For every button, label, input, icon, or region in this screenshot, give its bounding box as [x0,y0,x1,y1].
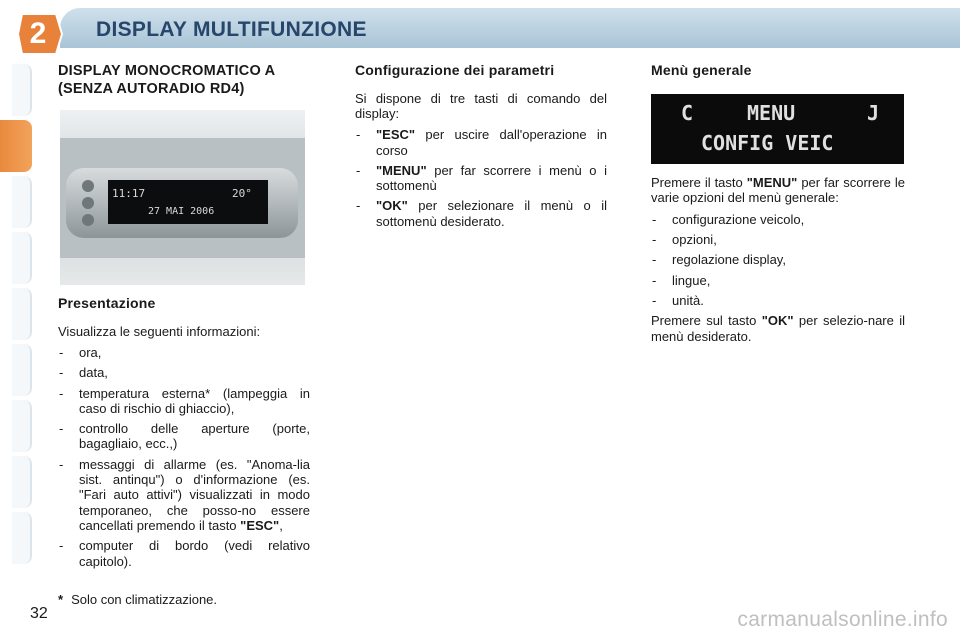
list-item-text: , [279,518,283,534]
list-item: - ora, [58,345,310,360]
presentazione-section [58,295,310,574]
list-item [355,127,607,158]
footnote-text: Solo con climatizzazione. [71,592,218,607]
right-column-body [651,175,905,350]
key-list [355,127,607,229]
dashboard-display-photo [60,110,305,285]
key-label: "ESC" [240,518,280,534]
chapter-tab[interactable] [12,176,32,228]
paragraph-text: Premere il tasto [651,175,747,190]
key-label: "MENU" [376,162,427,178]
paragraph: Visualizza le seguenti informazioni: [58,323,261,339]
list-item [355,163,607,194]
list-item-text: messaggi di allarme (es. "Anoma-lia sist. antinqu") o d'informazione (es. "Fari auto attivi") visualizzati in modo temporaneo, che posso-no essere cancellati premendo il tasto [79,456,310,534]
chapter-tab[interactable] [12,512,32,564]
paragraph-text: per far scorrere le varie opzioni del menù generale: [651,175,905,206]
list-item: - computer di bordo (vedi relativo capitolo). [58,538,310,569]
section-heading: Menù generale [651,62,752,78]
list-item: - controllo delle aperture (porte, bagagliaio, ecc.,) [58,421,310,452]
page-title: DISPLAY MULTIFUNZIONE [96,18,367,41]
list-item [355,198,607,229]
display-right-bracket: J [867,101,880,125]
key-label: "OK" [376,198,408,214]
chapter-tab[interactable] [12,288,32,340]
menu-display-photo [651,94,904,164]
list-item: - unità. [651,293,905,308]
chapter-tab[interactable] [12,344,32,396]
list-item: - configurazione veicolo, [651,212,905,227]
chapter-tab[interactable] [12,232,32,284]
list-item [58,457,310,534]
list-item: - regolazione display, [651,252,905,267]
list-item-text: per uscire dall'operazione in corso [376,127,607,158]
paragraph-text: per selezio-nare il menù desiderato. [651,313,905,344]
list-item: - lingue, [651,273,905,288]
chapter-tab[interactable] [12,400,32,452]
section-heading: Configurazione dei parametri [355,62,555,78]
display-menu: MENU [747,101,796,125]
footnote-marker: * [58,592,64,607]
watermark: carmanualsonline.info [737,608,948,631]
display-left-bracket: C [681,101,694,125]
list-item: - opzioni, [651,232,905,247]
info-list [58,345,310,569]
chapter-number: 2 [29,17,47,50]
page-number: 32 [30,605,48,622]
chapter-tab[interactable] [12,456,32,508]
section-heading: Presentazione [58,295,156,311]
menu-options-list [651,212,905,309]
heading-line: DISPLAY MONOCROMATICO A [58,63,276,79]
middle-column [355,62,607,234]
list-item-text: per far scorrere i menù o i sottomenù [376,162,607,194]
display-config: CONFIG VEIC [701,131,834,155]
key-label: "OK" [761,313,794,329]
left-column [58,62,310,98]
list-item: - temperatura esterna* (lampeggia in caso di rischio di ghiaccio), [58,386,310,417]
paragraph [651,313,905,344]
chapter-tab[interactable] [12,64,32,116]
chapter-tab-strip [0,64,34,576]
key-label: "MENU" [746,175,798,190]
chapter-tab-active[interactable] [0,120,32,172]
paragraph: Si dispone di tre tasti di comando del display: [355,90,607,121]
heading-line: (SENZA AUTORADIO RD4) [58,81,245,98]
display-time: 11:17 [112,187,146,200]
list-item: - data, [58,365,310,380]
display-temperature: 20° [232,187,252,200]
paragraph-text: Premere sul tasto [651,313,762,329]
right-column [651,62,905,91]
footnote [58,592,217,607]
key-label: "ESC" [376,127,416,143]
display-date: 27 MAI 2006 [148,206,215,217]
list-item-text: per selezionare il menù o il sottomenù desiderato. [376,198,607,229]
paragraph [651,175,905,206]
section-heading [58,62,310,98]
